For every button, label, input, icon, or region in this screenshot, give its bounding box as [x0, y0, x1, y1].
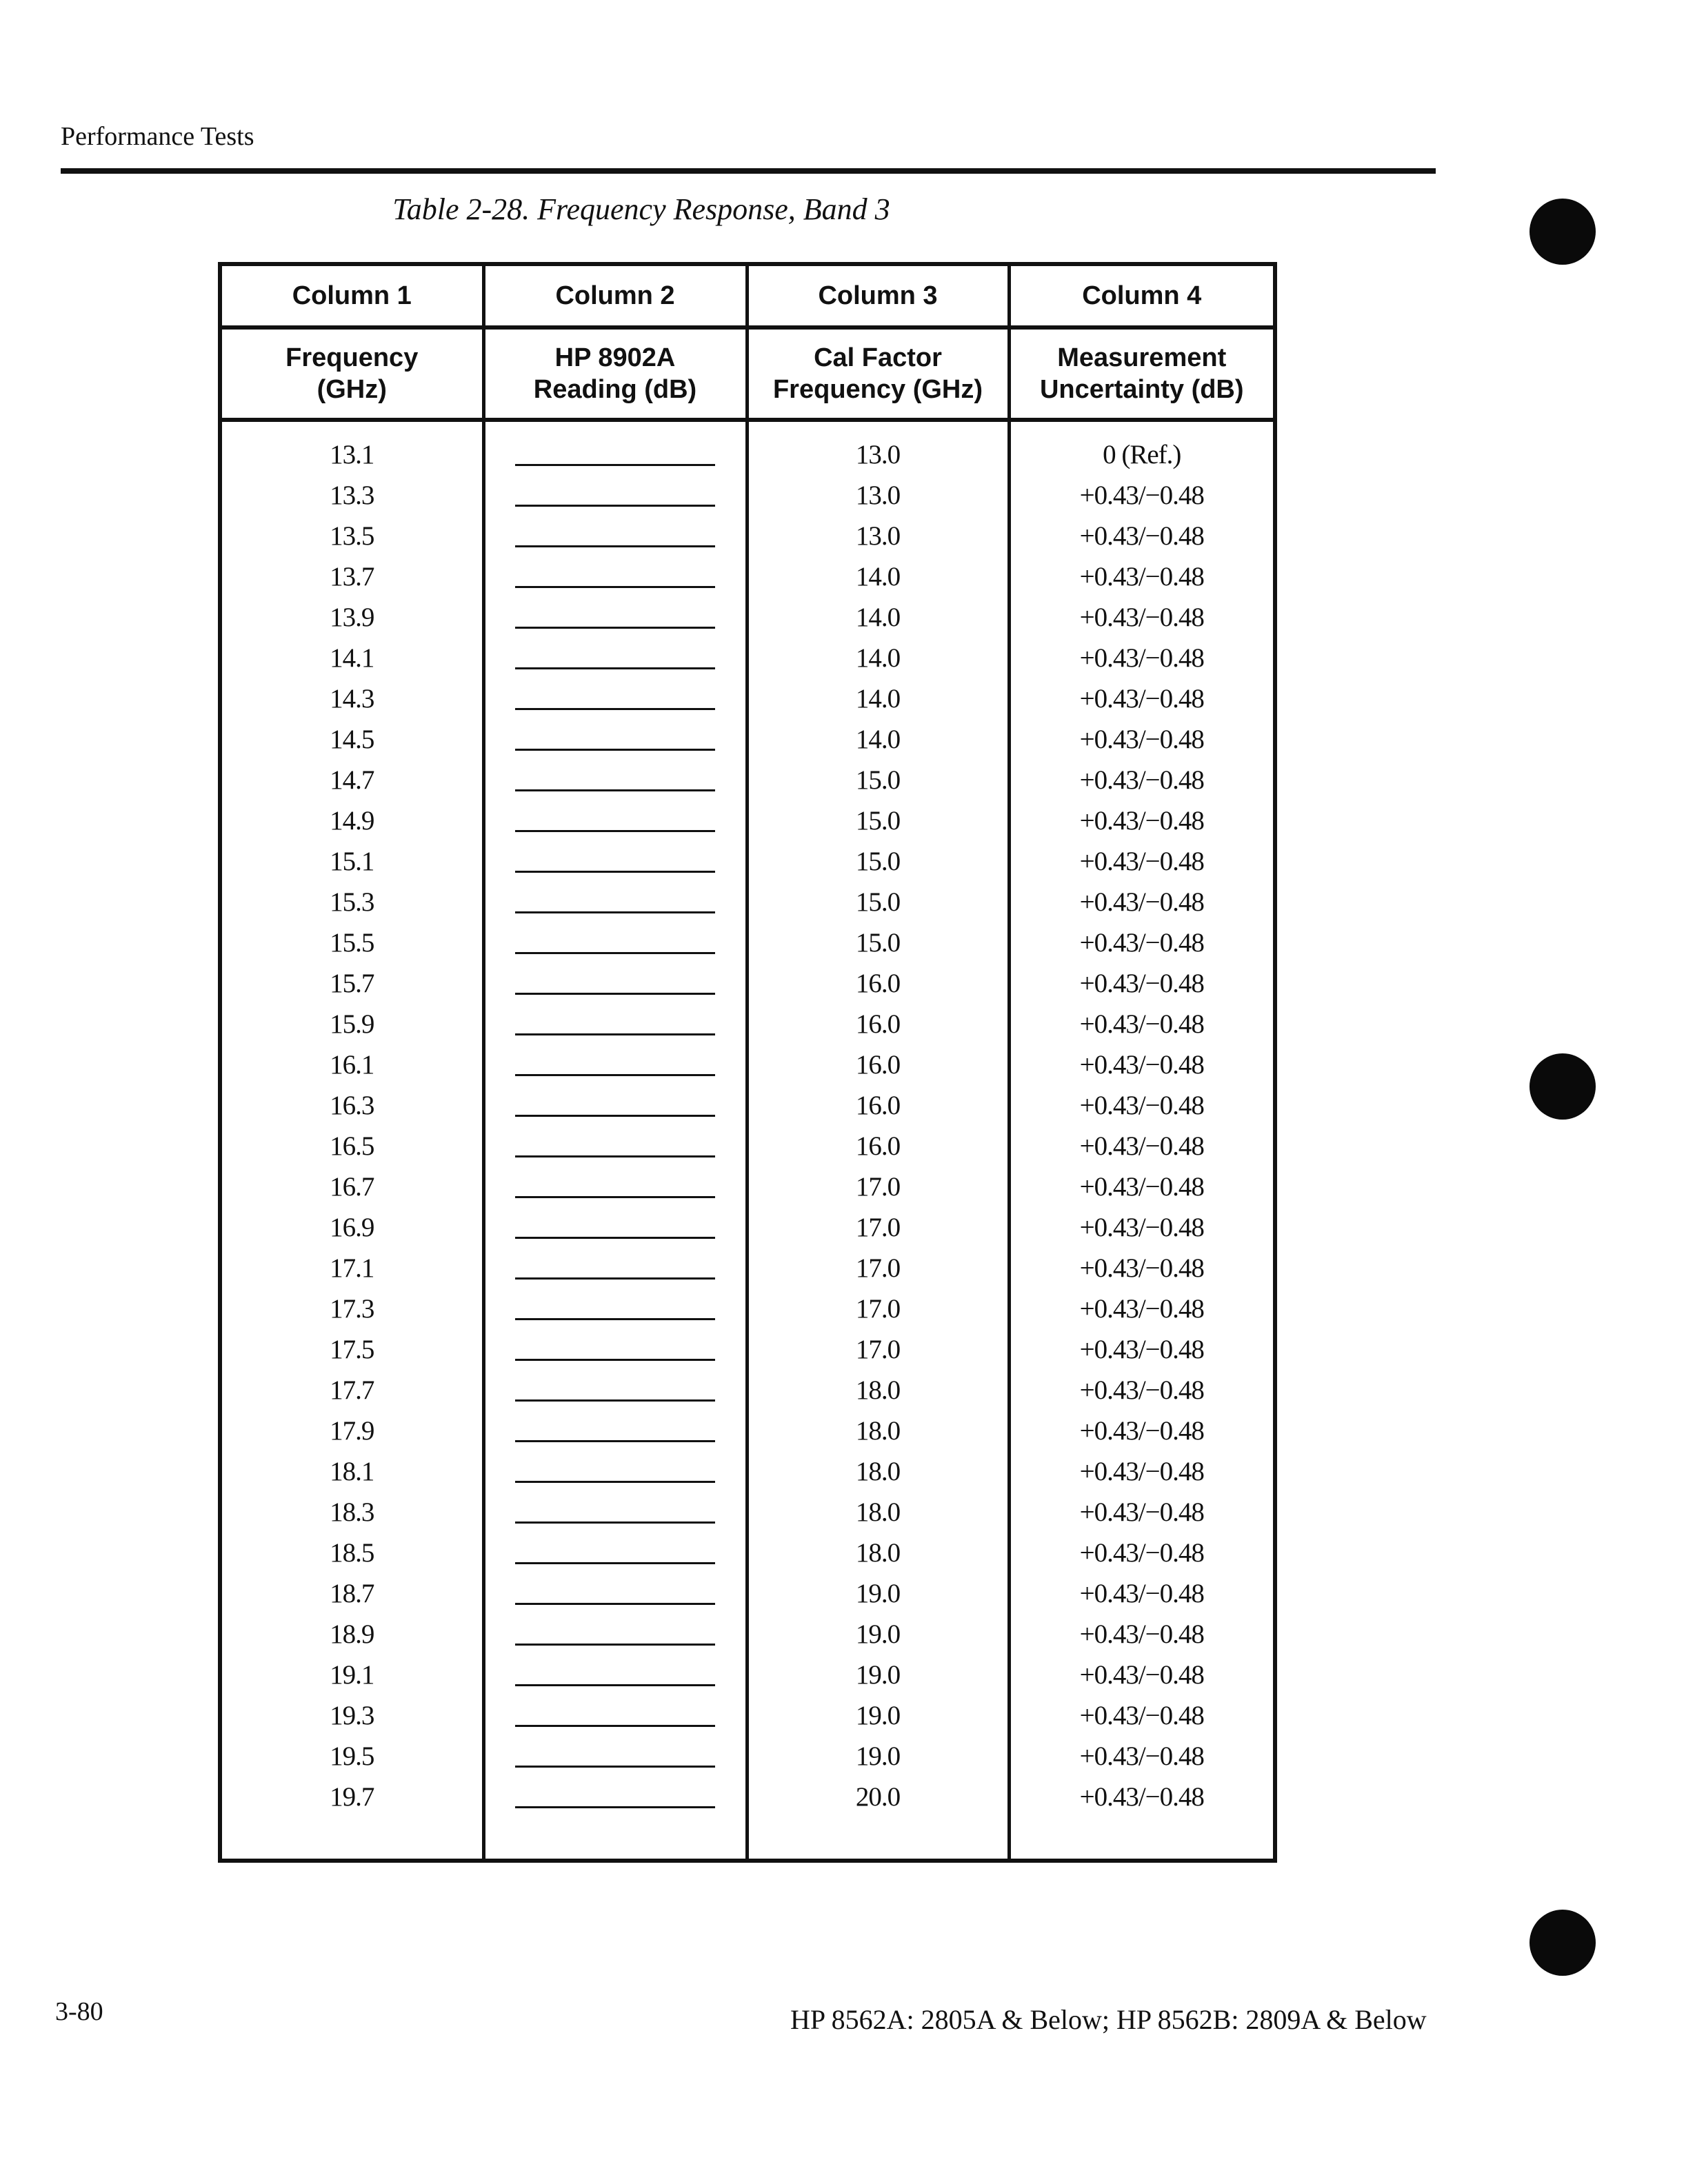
frequency-cell: 18.5: [220, 1533, 483, 1573]
uncertainty-cell: +0.43/−0.48: [1009, 1695, 1275, 1736]
frequency-cell: 14.9: [220, 800, 483, 841]
table-row: [220, 1533, 1275, 1573]
cal-factor-cell: 16.0: [747, 1085, 1009, 1126]
uncertainty-header: Measurement Uncertainty (dB): [1009, 327, 1275, 420]
cal-factor-cell: 14.0: [747, 638, 1009, 678]
reading-cell: [483, 1085, 747, 1126]
frequency-cell: 15.9: [220, 1004, 483, 1044]
reading-cell: [483, 516, 747, 556]
table-row: [220, 800, 1275, 841]
punch-hole: [1529, 1910, 1596, 1976]
cal-factor-cell: 14.0: [747, 678, 1009, 719]
reading-cell: [483, 1533, 747, 1573]
frequency-cell: 17.7: [220, 1370, 483, 1410]
reading-entry-line: [515, 1196, 715, 1198]
table-row: [220, 1777, 1275, 1861]
uncertainty-cell: +0.43/−0.48: [1009, 1207, 1275, 1248]
cal-factor-cell: 17.0: [747, 1166, 1009, 1207]
reading-entry-line: [515, 1074, 715, 1076]
reading-cell: [483, 638, 747, 678]
reading-entry-line: [515, 1481, 715, 1483]
reading-entry-line: [515, 1521, 715, 1524]
reading-cell: [483, 1370, 747, 1410]
table-row: [220, 841, 1275, 882]
reading-cell: [483, 1573, 747, 1614]
table-row: [220, 1126, 1275, 1166]
cal-factor-cell: 18.0: [747, 1410, 1009, 1451]
reading-entry-line: [515, 1644, 715, 1646]
frequency-cell: 13.1: [220, 420, 483, 475]
reading-cell: [483, 963, 747, 1004]
uncertainty-cell: +0.43/−0.48: [1009, 1166, 1275, 1207]
frequency-response-table: [218, 262, 1277, 1863]
reading-cell: [483, 841, 747, 882]
uncertainty-cell: +0.43/−0.48: [1009, 1044, 1275, 1085]
uncertainty-cell: +0.43/−0.48: [1009, 1126, 1275, 1166]
reading-cell: [483, 1695, 747, 1736]
uncertainty-cell: +0.43/−0.48: [1009, 1736, 1275, 1777]
cal-factor-cell: 17.0: [747, 1207, 1009, 1248]
reading-entry-line: [515, 545, 715, 547]
cal-factor-cell: 19.0: [747, 1573, 1009, 1614]
frequency-cell: 16.3: [220, 1085, 483, 1126]
frequency-cell: 16.7: [220, 1166, 483, 1207]
column-number-row: [220, 264, 1275, 327]
reading-cell: [483, 1492, 747, 1533]
column-number-header: Column 2: [483, 264, 747, 327]
reading-entry-line: [515, 1399, 715, 1402]
table-row: [220, 1695, 1275, 1736]
table-row: [220, 1451, 1275, 1492]
frequency-cell: 18.3: [220, 1492, 483, 1533]
cal-factor-cell: 18.0: [747, 1533, 1009, 1573]
reading-cell: [483, 800, 747, 841]
cal-factor-cell: 15.0: [747, 800, 1009, 841]
table-row: [220, 760, 1275, 800]
reading-cell: [483, 420, 747, 475]
table-row: [220, 556, 1275, 597]
footer-model-note: HP 8562A: 2805A & Below; HP 8562B: 2809A & Below: [790, 2004, 1427, 2035]
reading-entry-line: [515, 1277, 715, 1280]
uncertainty-cell: +0.43/−0.48: [1009, 1451, 1275, 1492]
cal-factor-cell: 16.0: [747, 963, 1009, 1004]
frequency-cell: 17.9: [220, 1410, 483, 1451]
frequency-cell: 18.1: [220, 1451, 483, 1492]
frequency-cell: 15.7: [220, 963, 483, 1004]
cal-factor-cell: 15.0: [747, 760, 1009, 800]
frequency-cell: 19.1: [220, 1655, 483, 1695]
frequency-cell: 14.5: [220, 719, 483, 760]
frequency-cell: 15.3: [220, 882, 483, 922]
cal-factor-cell: 13.0: [747, 475, 1009, 516]
reading-entry-line: [515, 627, 715, 629]
reading-cell: [483, 556, 747, 597]
reading-entry-line: [515, 1318, 715, 1320]
reading-cell: [483, 1655, 747, 1695]
frequency-header: Frequency (GHz): [220, 327, 483, 420]
table-row: [220, 719, 1275, 760]
cal-factor-cell: 13.0: [747, 420, 1009, 475]
uncertainty-cell: +0.43/−0.48: [1009, 882, 1275, 922]
reading-cell: [483, 1614, 747, 1655]
cal-factor-cell: 18.0: [747, 1370, 1009, 1410]
uncertainty-cell: +0.43/−0.48: [1009, 1085, 1275, 1126]
uncertainty-cell: +0.43/−0.48: [1009, 1533, 1275, 1573]
frequency-cell: 15.5: [220, 922, 483, 963]
table-row: [220, 882, 1275, 922]
frequency-cell: 17.5: [220, 1329, 483, 1370]
punch-hole: [1529, 1053, 1596, 1120]
reading-entry-line: [515, 505, 715, 507]
table-row: [220, 420, 1275, 475]
column-number-header: Column 4: [1009, 264, 1275, 327]
cal-factor-cell: 14.0: [747, 597, 1009, 638]
reading-cell: [483, 475, 747, 516]
reading-cell: [483, 1166, 747, 1207]
frequency-cell: 16.5: [220, 1126, 483, 1166]
reading-entry-line: [515, 952, 715, 954]
table-row: [220, 1044, 1275, 1085]
uncertainty-cell: +0.43/−0.48: [1009, 1370, 1275, 1410]
table-row: [220, 1207, 1275, 1248]
table-row: [220, 922, 1275, 963]
cal-factor-cell: 18.0: [747, 1451, 1009, 1492]
uncertainty-cell: +0.43/−0.48: [1009, 556, 1275, 597]
reading-cell: [483, 922, 747, 963]
uncertainty-cell: +0.43/−0.48: [1009, 1004, 1275, 1044]
frequency-cell: 19.7: [220, 1777, 483, 1861]
table-row: [220, 1370, 1275, 1410]
reading-entry-line: [515, 586, 715, 588]
frequency-cell: 13.9: [220, 597, 483, 638]
cal-factor-cell: 15.0: [747, 882, 1009, 922]
uncertainty-cell: +0.43/−0.48: [1009, 963, 1275, 1004]
frequency-cell: 19.5: [220, 1736, 483, 1777]
cal-factor-cell: 16.0: [747, 1044, 1009, 1085]
uncertainty-cell: +0.43/−0.48: [1009, 760, 1275, 800]
cal-factor-cell: 18.0: [747, 1492, 1009, 1533]
cal-factor-cell: 17.0: [747, 1248, 1009, 1288]
uncertainty-cell: +0.43/−0.48: [1009, 1492, 1275, 1533]
table-row: [220, 1248, 1275, 1288]
cal-factor-cell: 15.0: [747, 841, 1009, 882]
reading-entry-line: [515, 708, 715, 710]
reading-cell: [483, 1451, 747, 1492]
cal-factor-cell: 20.0: [747, 1777, 1009, 1861]
table-row: [220, 638, 1275, 678]
reading-header: HP 8902A Reading (dB): [483, 327, 747, 420]
reading-cell: [483, 1329, 747, 1370]
table-row: [220, 1573, 1275, 1614]
table-row: [220, 597, 1275, 638]
table-row: [220, 1004, 1275, 1044]
reading-entry-line: [515, 464, 715, 466]
table-row: [220, 1166, 1275, 1207]
cal-factor-cell: 19.0: [747, 1655, 1009, 1695]
cal-factor-cell: 15.0: [747, 922, 1009, 963]
uncertainty-cell: +0.43/−0.48: [1009, 475, 1275, 516]
cal-factor-header: Cal Factor Frequency (GHz): [747, 327, 1009, 420]
table-row: [220, 1655, 1275, 1695]
reading-entry-line: [515, 830, 715, 832]
reading-entry-line: [515, 1155, 715, 1157]
punch-hole: [1529, 199, 1596, 265]
uncertainty-cell: +0.43/−0.48: [1009, 1614, 1275, 1655]
reading-cell: [483, 597, 747, 638]
reading-entry-line: [515, 1684, 715, 1686]
reading-cell: [483, 1736, 747, 1777]
section-title: Performance Tests: [61, 122, 254, 151]
column-name-row: [220, 327, 1275, 420]
reading-entry-line: [515, 749, 715, 751]
reading-cell: [483, 1288, 747, 1329]
uncertainty-cell: +0.43/−0.48: [1009, 1410, 1275, 1451]
cal-factor-cell: 13.0: [747, 516, 1009, 556]
cal-factor-cell: 16.0: [747, 1004, 1009, 1044]
column-number-header: Column 1: [220, 264, 483, 327]
frequency-cell: 14.3: [220, 678, 483, 719]
reading-entry-line: [515, 871, 715, 873]
table-row: [220, 1329, 1275, 1370]
reading-entry-line: [515, 1725, 715, 1727]
uncertainty-cell: +0.43/−0.48: [1009, 841, 1275, 882]
table-row: [220, 963, 1275, 1004]
uncertainty-cell: +0.43/−0.48: [1009, 678, 1275, 719]
frequency-cell: 14.7: [220, 760, 483, 800]
table-row: [220, 516, 1275, 556]
uncertainty-cell: +0.43/−0.48: [1009, 800, 1275, 841]
reading-entry-line: [515, 1115, 715, 1117]
reading-entry-line: [515, 1766, 715, 1768]
cal-factor-cell: 14.0: [747, 719, 1009, 760]
table-row: [220, 475, 1275, 516]
page-number: 3-80: [55, 1997, 103, 2026]
cal-factor-cell: 16.0: [747, 1126, 1009, 1166]
uncertainty-cell: +0.43/−0.48: [1009, 1573, 1275, 1614]
reading-cell: [483, 1126, 747, 1166]
cal-factor-cell: 19.0: [747, 1614, 1009, 1655]
header-rule: [61, 168, 1436, 174]
table-row: [220, 1736, 1275, 1777]
reading-cell: [483, 760, 747, 800]
reading-entry-line: [515, 1603, 715, 1605]
frequency-cell: 14.1: [220, 638, 483, 678]
table-row: [220, 1614, 1275, 1655]
reading-entry-line: [515, 1562, 715, 1564]
reading-cell: [483, 1777, 747, 1861]
frequency-cell: 16.9: [220, 1207, 483, 1248]
table-row: [220, 1288, 1275, 1329]
reading-entry-line: [515, 1806, 715, 1808]
table-row: [220, 1492, 1275, 1533]
reading-entry-line: [515, 1237, 715, 1239]
reading-entry-line: [515, 911, 715, 913]
uncertainty-cell: +0.43/−0.48: [1009, 1777, 1275, 1861]
reading-entry-line: [515, 667, 715, 669]
uncertainty-cell: +0.43/−0.48: [1009, 922, 1275, 963]
table-row: [220, 678, 1275, 719]
frequency-cell: 17.3: [220, 1288, 483, 1329]
frequency-cell: 18.9: [220, 1614, 483, 1655]
frequency-cell: 16.1: [220, 1044, 483, 1085]
uncertainty-cell: +0.43/−0.48: [1009, 597, 1275, 638]
uncertainty-cell: +0.43/−0.48: [1009, 516, 1275, 556]
frequency-cell: 13.7: [220, 556, 483, 597]
reading-cell: [483, 719, 747, 760]
reading-cell: [483, 1004, 747, 1044]
cal-factor-cell: 19.0: [747, 1695, 1009, 1736]
reading-entry-line: [515, 993, 715, 995]
reading-entry-line: [515, 1440, 715, 1442]
reading-cell: [483, 678, 747, 719]
reading-entry-line: [515, 1033, 715, 1035]
cal-factor-cell: 19.0: [747, 1736, 1009, 1777]
table-body: [220, 420, 1275, 1861]
table-row: [220, 1085, 1275, 1126]
table-row: [220, 1410, 1275, 1451]
cal-factor-cell: 17.0: [747, 1329, 1009, 1370]
reading-cell: [483, 1410, 747, 1451]
uncertainty-cell: +0.43/−0.48: [1009, 638, 1275, 678]
reading-entry-line: [515, 789, 715, 791]
frequency-cell: 13.3: [220, 475, 483, 516]
reading-cell: [483, 882, 747, 922]
reading-cell: [483, 1248, 747, 1288]
uncertainty-cell: +0.43/−0.48: [1009, 719, 1275, 760]
column-number-header: Column 3: [747, 264, 1009, 327]
table-caption: Table 2-28. Frequency Response, Band 3: [392, 192, 890, 226]
uncertainty-cell: +0.43/−0.48: [1009, 1655, 1275, 1695]
uncertainty-cell: +0.43/−0.48: [1009, 1248, 1275, 1288]
cal-factor-cell: 17.0: [747, 1288, 1009, 1329]
uncertainty-cell: +0.43/−0.48: [1009, 1288, 1275, 1329]
frequency-cell: 19.3: [220, 1695, 483, 1736]
frequency-cell: 17.1: [220, 1248, 483, 1288]
reading-cell: [483, 1207, 747, 1248]
reading-entry-line: [515, 1359, 715, 1361]
cal-factor-cell: 14.0: [747, 556, 1009, 597]
frequency-cell: 18.7: [220, 1573, 483, 1614]
reading-cell: [483, 1044, 747, 1085]
uncertainty-cell: +0.43/−0.48: [1009, 1329, 1275, 1370]
frequency-cell: 13.5: [220, 516, 483, 556]
uncertainty-cell: 0 (Ref.): [1009, 420, 1275, 475]
frequency-cell: 15.1: [220, 841, 483, 882]
